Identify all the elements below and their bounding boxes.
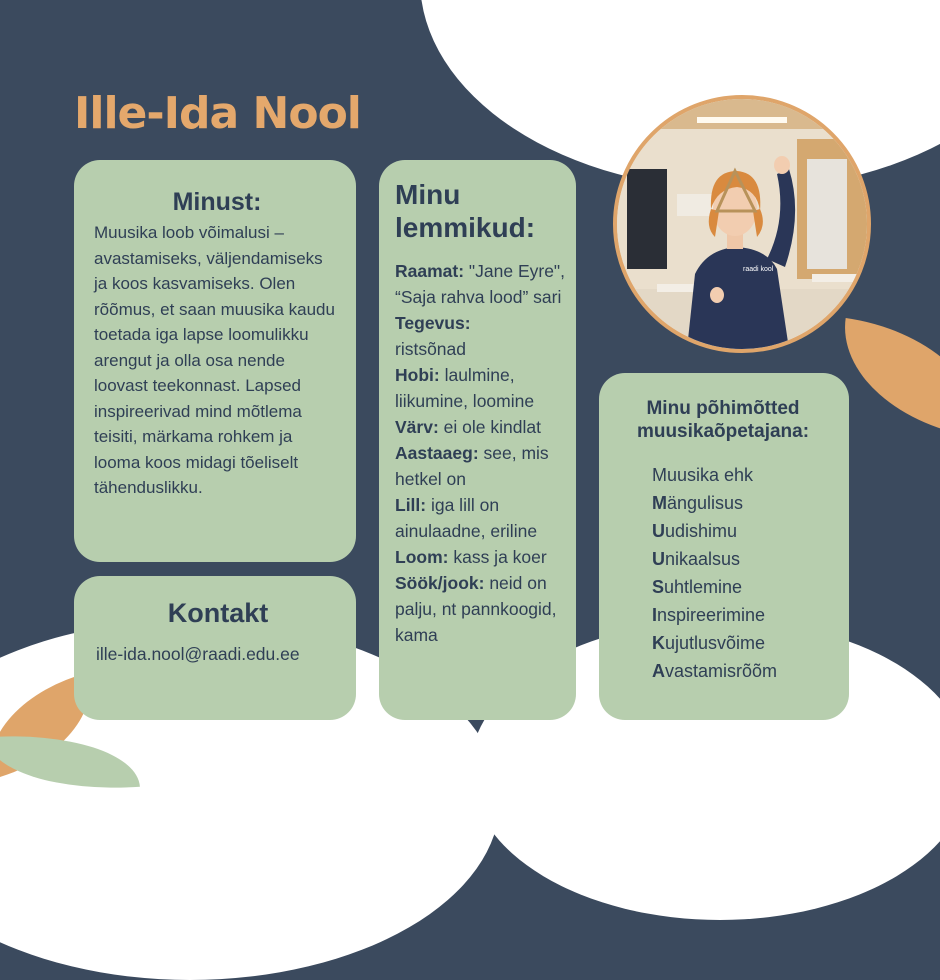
principle-item xyxy=(652,545,839,573)
favorite-label: Aastaaeg: xyxy=(395,443,479,463)
principle-item xyxy=(652,517,839,545)
portrait-photo xyxy=(613,95,871,353)
principles-card xyxy=(599,373,849,720)
principle-initial: A xyxy=(652,661,665,681)
portrait-illustration xyxy=(617,99,867,349)
principles-list xyxy=(599,461,839,685)
principle-rest: uhtlemine xyxy=(664,577,743,597)
principle-rest: ujutlusvõime xyxy=(665,633,766,653)
favorite-item-hobby xyxy=(395,362,566,414)
principle-rest: nikaalsus xyxy=(665,549,741,569)
favorite-label: Raamat: xyxy=(395,261,465,281)
favorite-label: Hobi: xyxy=(395,365,440,385)
favorite-item-season xyxy=(395,440,566,492)
favorite-item-flower xyxy=(395,492,566,544)
principle-rest: vastamisrõõm xyxy=(665,661,778,681)
principle-item xyxy=(652,489,839,517)
favorite-label: Loom: xyxy=(395,547,449,567)
favorite-value: iga lill on ainulaadne, eriline xyxy=(395,495,538,541)
about-text: Muusika loob võimalusi – avastamiseks, väljendamiseks ja koos kasvamiseks. Olen rõõmus, et saan muusika kaudu toetada iga lapse loomulikku arengut ja olla osa nende loovast teekonnast. Lapsed inspireerivad mind mõtlema teisiti, märkama rohkem ja looma koos midagi tõeliselt tähenduslikku. xyxy=(94,223,335,497)
contact-email[interactable]: ille-ida.nool@raadi.edu.ee xyxy=(96,644,300,664)
principle-item xyxy=(652,573,839,601)
favorite-value: ristsõnad xyxy=(395,339,467,359)
favorite-value: "Jane Eyre", “Saja rahva lood” sari xyxy=(395,261,566,307)
favorite-label: Söök/jook: xyxy=(395,573,485,593)
principle-rest: ängulisus xyxy=(667,493,744,513)
principle-initial: K xyxy=(652,633,665,653)
favorites-card xyxy=(379,160,576,720)
favorite-value: see, mis hetkel on xyxy=(395,443,549,489)
favorite-item-animal xyxy=(395,544,566,570)
favorites-list xyxy=(395,258,566,648)
principle-item xyxy=(652,629,839,657)
page-title: Ille-Ida Nool xyxy=(74,88,361,139)
principle-initial: M xyxy=(652,493,667,513)
principle-initial: U xyxy=(652,549,665,569)
favorite-label: Lill: xyxy=(395,495,427,515)
principle-initial: U xyxy=(652,521,665,541)
principle-item xyxy=(652,657,839,685)
favorite-label: Tegevus: xyxy=(395,313,471,333)
contact-heading: Kontakt xyxy=(167,598,269,628)
about-card xyxy=(74,160,356,562)
principle-rest: udishimu xyxy=(665,521,738,541)
favorite-item-color xyxy=(395,414,566,440)
principles-heading: Minu põhimõtted muusikaõpetajana: xyxy=(636,398,810,442)
principle-initial: S xyxy=(652,577,665,597)
principle-item xyxy=(652,601,839,629)
favorite-value: laulmine, liikumine, loomine xyxy=(395,365,535,411)
favorite-value: kass ja koer xyxy=(448,547,547,567)
favorite-item-activity xyxy=(395,310,566,362)
contact-card xyxy=(74,576,356,720)
shirt-logo-text: raadi kool xyxy=(743,266,774,273)
favorite-label: Värv: xyxy=(395,417,439,437)
about-heading: Minust: xyxy=(172,188,262,216)
favorite-value: neid on palju, nt pannkoogid, kama xyxy=(395,573,557,645)
favorites-heading: Minu lemmikud: xyxy=(395,179,536,243)
favorite-item-book xyxy=(395,258,566,310)
favorite-item-food xyxy=(395,570,566,648)
principle-initial: I xyxy=(652,605,658,625)
principles-intro: Muusika ehk xyxy=(652,465,754,485)
principle-rest: nspireerimine xyxy=(657,605,766,625)
favorite-value: ei ole kindlat xyxy=(438,417,541,437)
